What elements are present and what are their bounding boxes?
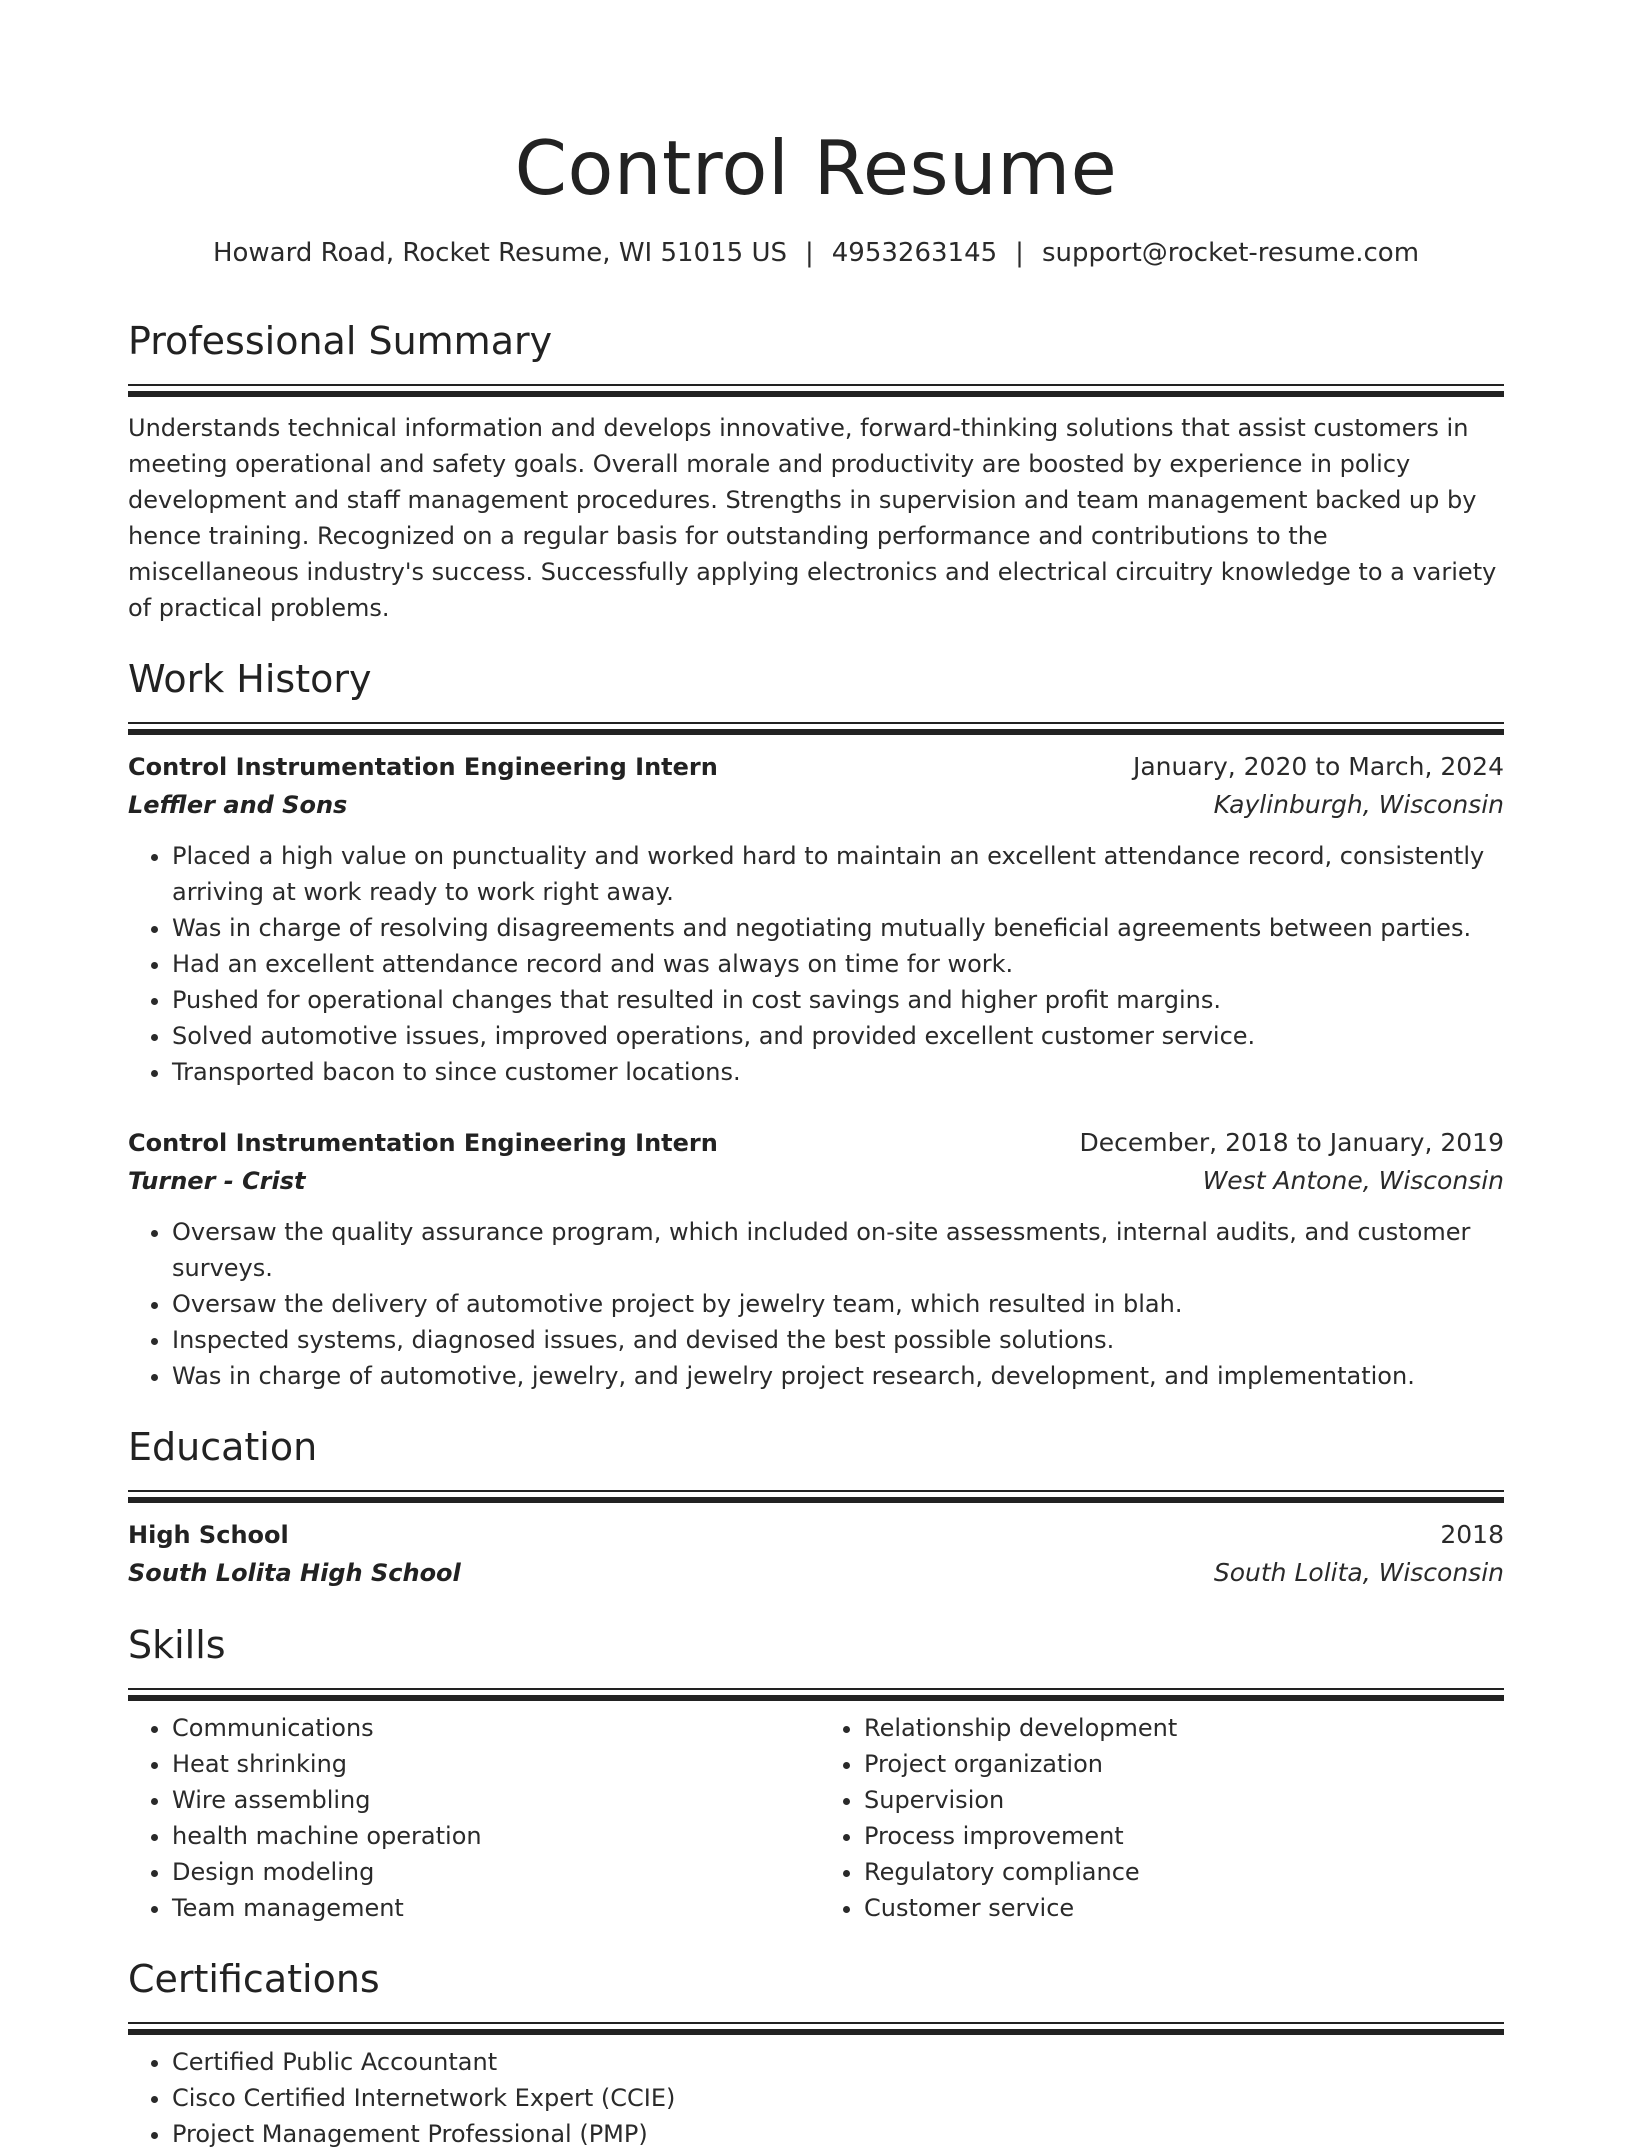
education-entry xyxy=(128,1516,1504,1592)
skill-item: • Regulatory compliance xyxy=(864,1854,1504,1890)
skills-grid xyxy=(128,1710,1504,1926)
job-location: Kaylinburgh, Wisconsin xyxy=(1213,790,1504,819)
job-title: Control Instrumentation Engineering Intern xyxy=(128,1129,718,1157)
skill-item: • Relationship development xyxy=(864,1710,1504,1746)
job-title: Control Instrumentation Engineering Intern xyxy=(128,753,718,781)
job-dates: January, 2020 to March, 2024 xyxy=(1132,752,1504,781)
job-header-row xyxy=(128,748,1504,786)
job-header-row xyxy=(128,1124,1504,1162)
skills-left-column xyxy=(128,1710,816,1926)
job-company-row xyxy=(128,1162,1504,1200)
job-location: West Antone, Wisconsin xyxy=(1202,1166,1504,1195)
job-entry xyxy=(128,1124,1504,1394)
skill-item: • Heat shrinking xyxy=(172,1746,816,1782)
certifications-section xyxy=(128,1956,1504,2152)
job-bullet: • Oversaw the delivery of automotive project by jewelry team, which resulted in blah. xyxy=(172,1286,1504,1322)
certifications-list xyxy=(128,2044,1504,2152)
certification-item: • Certified Public Accountant xyxy=(172,2044,1504,2080)
certifications-heading: Certifications xyxy=(128,1957,380,2001)
section-divider xyxy=(128,1490,1504,1502)
certification-item: • Cisco Certified Internetwork Expert (CCIE) xyxy=(172,2080,1504,2116)
job-bullets xyxy=(128,838,1504,1090)
education-heading: Education xyxy=(128,1425,318,1469)
skills-heading: Skills xyxy=(128,1623,226,1667)
education-degree-row xyxy=(128,1516,1504,1554)
skill-item: • Wire assembling xyxy=(172,1782,816,1818)
section-divider xyxy=(128,384,1504,396)
education-section xyxy=(128,1424,1504,1592)
certification-item: • Project Management Professional (PMP) xyxy=(172,2116,1504,2152)
job-bullet: • Was in charge of resolving disagreements and negotiating mutually beneficial agreements between parties. xyxy=(172,910,1504,946)
skill-item: • Supervision xyxy=(864,1782,1504,1818)
work-heading: Work History xyxy=(128,657,372,701)
contact-line xyxy=(128,236,1504,270)
job-dates: December, 2018 to January, 2019 xyxy=(1079,1128,1504,1157)
summary-heading: Professional Summary xyxy=(128,319,553,363)
section-divider xyxy=(128,2022,1504,2034)
skill-item: • Customer service xyxy=(864,1890,1504,1926)
job-bullet: • Was in charge of automotive, jewelry, and jewelry project research, development, and implementation. xyxy=(172,1358,1504,1394)
skill-item: • Communications xyxy=(172,1710,816,1746)
education-year: 2018 xyxy=(1440,1520,1504,1549)
job-company-row xyxy=(128,786,1504,824)
section-divider xyxy=(128,1688,1504,1700)
resume-name: Control Resume xyxy=(514,124,1118,212)
job-bullets xyxy=(128,1214,1504,1394)
skills-right-column xyxy=(816,1710,1504,1926)
education-degree: High School xyxy=(128,1521,289,1549)
skill-item: • health machine operation xyxy=(172,1818,816,1854)
job-bullet: • Had an excellent attendance record and was always on time for work. xyxy=(172,946,1504,982)
job-entry xyxy=(128,748,1504,1090)
job-bullet: • Oversaw the quality assurance program, which included on-site assessments, internal audits, and customer surveys. xyxy=(172,1214,1504,1286)
work-section xyxy=(128,656,1504,1394)
section-divider xyxy=(128,722,1504,734)
skill-item: • Process improvement xyxy=(864,1818,1504,1854)
contact-separator: | xyxy=(1015,238,1024,268)
education-location: South Lolita, Wisconsin xyxy=(1213,1558,1504,1587)
skill-item: • Project organization xyxy=(864,1746,1504,1782)
contact-address: Howard Road, Rocket Resume, WI 51015 US xyxy=(212,238,787,268)
skill-item: • Team management xyxy=(172,1890,816,1926)
education-school: South Lolita High School xyxy=(128,1559,461,1587)
summary-section xyxy=(128,318,1504,626)
skills-section xyxy=(128,1622,1504,1926)
job-company: Leffler and Sons xyxy=(128,791,348,819)
job-bullet: • Pushed for operational changes that resulted in cost savings and higher profit margins. xyxy=(172,982,1504,1018)
education-school-row xyxy=(128,1554,1504,1592)
job-bullet: • Solved automotive issues, improved operations, and provided excellent customer service. xyxy=(172,1018,1504,1054)
job-bullet: • Inspected systems, diagnosed issues, and devised the best possible solutions. xyxy=(172,1322,1504,1358)
contact-phone: 4953263145 xyxy=(831,238,998,268)
job-company: Turner - Crist xyxy=(128,1167,306,1195)
job-bullet: • Transported bacon to since customer locations. xyxy=(172,1054,1504,1090)
summary-text: Understands technical information and develops innovative, forward-thinking solutions that assist customers in meeting operational and safety goals. Overall morale and productivity are boosted by experience in policy development and staff management procedures. Strengths in supervision and team management backed up by hence training. Recognized on a regular basis for outstanding performance and contributions to the miscellaneous industry's success. Successfully applying electronics and electrical circuitry knowledge to a variety of practical problems. xyxy=(128,414,1497,622)
contact-email: support@rocket-resume.com xyxy=(1041,238,1420,268)
job-bullet: • Placed a high value on punctuality and worked hard to maintain an excellent attendance record, consistently arriving at work ready to work right away. xyxy=(172,838,1504,910)
contact-separator: | xyxy=(804,238,814,268)
skill-item: • Design modeling xyxy=(172,1854,816,1890)
